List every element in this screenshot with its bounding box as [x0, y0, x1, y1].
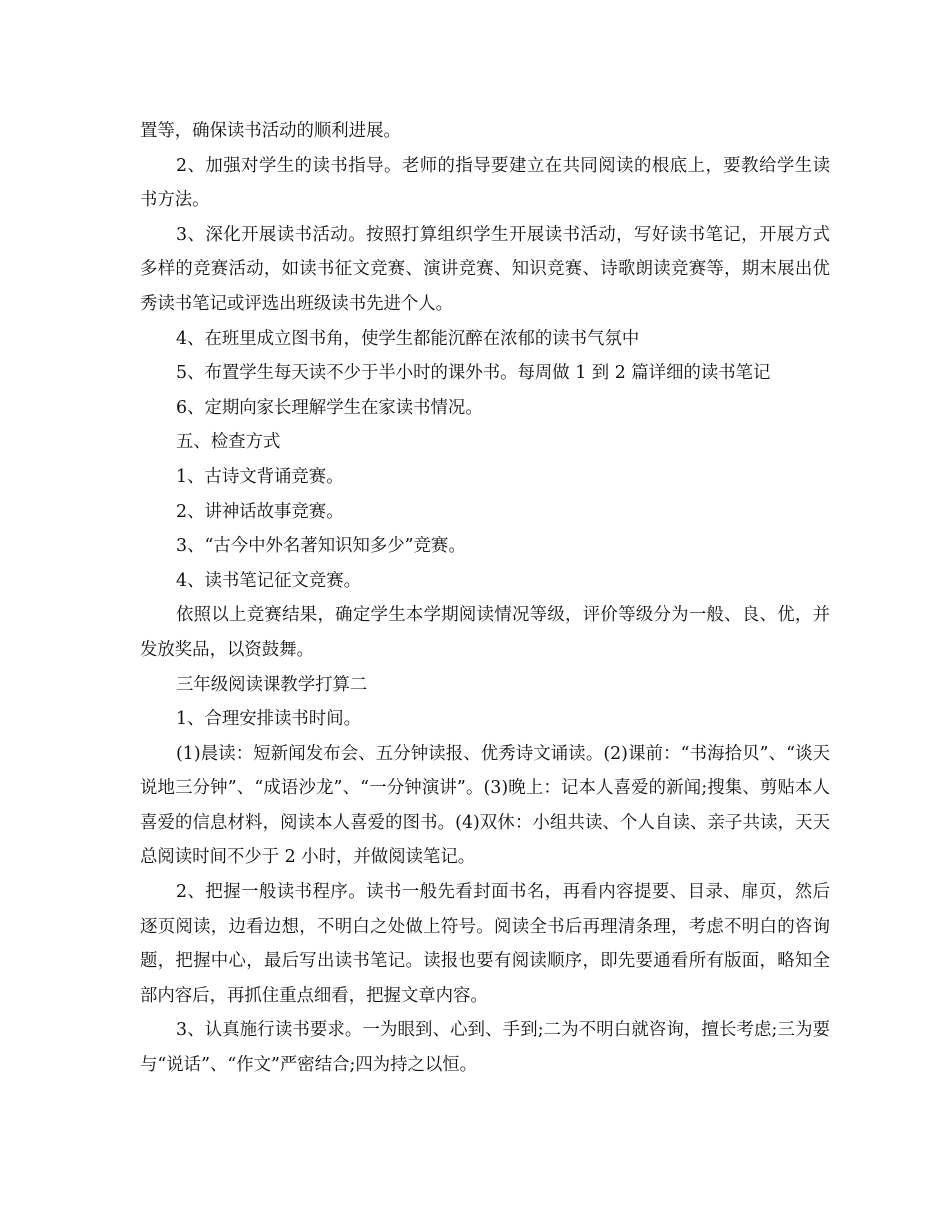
list-item-poetry: 1、古诗文背诵竞赛。: [176, 466, 344, 487]
paragraph-evaluation: 依照以上竞赛结果，确定学生本学期阅读情况等级，评价等级分为一般、良、优，并发放奖品，以资鼓舞。: [140, 605, 830, 660]
list-item-myths: 2、讲神话故事竞赛。: [176, 501, 344, 522]
paragraph-activities: 3、深化开展读书活动。按照打算组织学生开展读书活动，写好读书笔记，开展方式多样的竞赛活动，如读书征文竞赛、演讲竞赛、知识竞赛、诗歌朗读竞赛等，期末展出优秀读书笔记或评选出班级读书先进个人。: [140, 224, 830, 314]
paragraph-schedule-details: (1)晨读：短新闻发布会、五分钟读报、优秀诗文诵读。(2)课前：“书海拾贝”、“谈天说地三分钟”、“成语沙龙”、“一分钟演讲”。(3)晚上：记本人喜爱的新闻;搜集、剪贴本人喜爱的信息材料，阅读本人喜爱的图书。(4)双休：小组共读、个人自读、亲子共读，天天总阅读时间不少于 2 小时，并做阅读笔记。: [140, 743, 830, 868]
paragraph-book-corner: 4、在班里成立图书角，使学生都能沉醉在浓郁的读书气氛中: [176, 328, 640, 349]
list-item-schedule: 1、合理安排读书时间。: [176, 709, 361, 730]
list-item-classics: 3、“古今中外名著知识知多少”竞赛。: [176, 536, 466, 557]
paragraph-guidance: 2、加强对学生的读书指导。老师的指导要建立在共同阅读的根底上，要教给学生读书方法。: [140, 155, 830, 211]
section-heading-inspection: 五、检查方式: [176, 432, 281, 453]
paragraph-daily-reading: 5、布置学生每天读不少于半小时的课外书。每周做 1 到 2 篇详细的读书笔记: [176, 363, 771, 384]
paragraph-reading-requirements: 3、认真施行读书要求。一为眼到、心到、手到;二为不明白就咨询，擅长考虑;三为要与“说话”、“作文”严密结合;四为持之以恒。: [140, 1020, 830, 1076]
paragraph-parents: 6、定期向家长理解学生在家读书情况。: [176, 397, 483, 418]
document-body: [140, 114, 830, 1083]
list-item-essay: 4、读书笔记征文竞赛。: [176, 570, 361, 591]
paragraph-reading-procedure: 2、把握一般读书程序。读书一般先看封面书名，再看内容提要、目录、扉页，然后逐页阅读，边看边想，不明白之处做上符号。阅读全书后再理清条理，考虑不明白的咨询题，把握中心，最后写出读书笔记。读报也要有阅读顺序，即先要通看所有版面，略知全部内容后，再抓住重点细看，把握文章内容。: [140, 882, 830, 1006]
paragraph-continuation: 置等，确保读书活动的顺利进展。: [140, 121, 401, 141]
section-heading-plan-two: 三年级阅读课教学打算二: [176, 674, 368, 695]
